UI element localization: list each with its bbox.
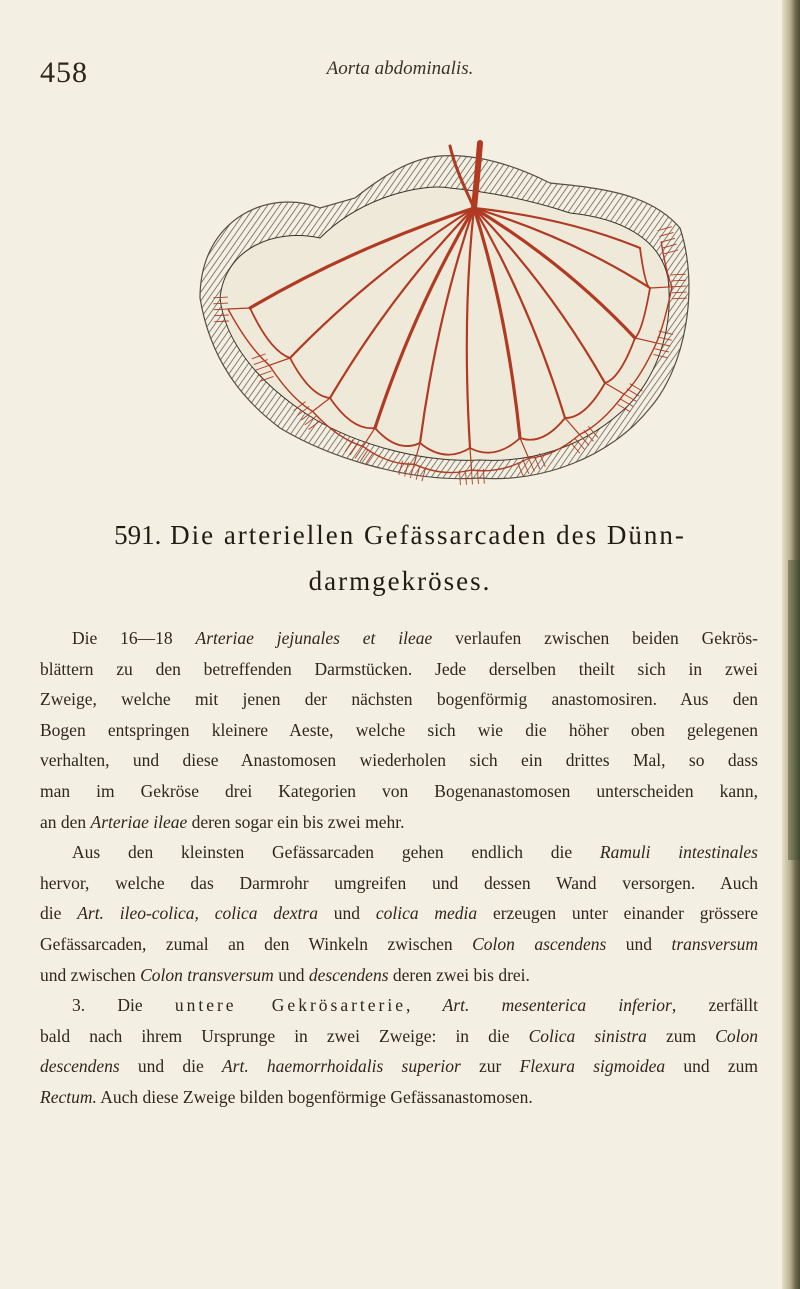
italic-term: Colon	[715, 1025, 758, 1046]
text-run: Die 16—18	[72, 628, 196, 648]
text-line	[40, 960, 758, 991]
text-run: 3. Die	[72, 995, 175, 1016]
caption-title: Die arteriellen Gefässarcaden des Dünn-	[170, 520, 686, 550]
text-run: Auch diese Zweige bilden bogenförmige Gefässanastomosen.	[96, 1086, 533, 1107]
text-line	[40, 807, 758, 838]
text-run: deren sogar ein bis zwei mehr.	[187, 811, 405, 832]
text-run: und	[606, 933, 672, 954]
anatomical-figure	[180, 138, 700, 488]
caption-line-2: darmgekröses.	[308, 566, 492, 596]
text-line	[40, 623, 758, 654]
page-number: 458	[40, 56, 88, 89]
text-run: hervor, welche das Darmrohr umgreifen und dessen Wand versorgen. Auch	[40, 872, 758, 893]
italic-term: Art. haemorrhoidalis superior	[221, 1056, 461, 1077]
text-line	[40, 868, 758, 899]
text-run: Zweige, welche mit jenen der nächsten bogenförmig anastomosiren. Aus den	[40, 689, 758, 710]
italic-term: colica media	[375, 903, 478, 924]
page-edge-shadow-mid	[788, 560, 800, 860]
text-run: und zum	[665, 1056, 758, 1077]
running-head: Aorta abdominalis.	[326, 58, 474, 79]
italic-term: Arteriae jejunales et ileae	[195, 628, 433, 648]
text-line	[40, 776, 758, 807]
text-run: bald nach ihrem Ursprunge in zwei Zweige: in die	[40, 1025, 529, 1046]
paragraph	[40, 623, 758, 837]
text-run: , zerfällt	[671, 995, 759, 1016]
text-run: man im Gekröse drei Kategorien von Bogenanastomosen unterscheiden kann,	[40, 780, 758, 801]
caption-number: 591.	[114, 520, 162, 550]
caption-line-1	[0, 512, 800, 558]
text-run: Bogen entspringen kleinere Aeste, welche sich wie die höher oben gelegenen	[40, 719, 758, 740]
italic-term: Arteriae ileae	[90, 811, 188, 832]
paragraph	[40, 990, 758, 1112]
text-line	[40, 990, 758, 1021]
text-line	[40, 929, 758, 960]
text-run: und	[273, 964, 309, 985]
text-run: an den	[40, 811, 91, 832]
text-line	[40, 654, 758, 685]
text-line	[40, 1051, 758, 1082]
text-run: erzeugen unter einander grössere	[477, 903, 758, 924]
text-line	[40, 715, 758, 746]
text-run: und zwischen	[40, 964, 141, 985]
text-line	[40, 684, 758, 715]
text-line	[40, 745, 758, 776]
text-run: blättern zu den betreffenden Darmstücken. Jede derselben theilt sich in zwei	[40, 658, 758, 679]
text-line	[40, 837, 758, 868]
italic-term: Art. mesenterica inferior	[442, 995, 672, 1016]
text-line	[40, 898, 758, 929]
italic-term: Rectum.	[40, 1086, 97, 1107]
text-run: ,	[406, 995, 443, 1016]
text-line	[40, 1082, 758, 1113]
spaced-term: untere Gekrösarterie	[174, 995, 407, 1016]
text-run: deren zwei bis drei.	[388, 964, 530, 985]
text-run: zur	[460, 1056, 520, 1077]
italic-term: Art. ileo-colica, colica dextra	[77, 903, 318, 924]
italic-term: descendens	[308, 964, 389, 985]
text-run: verhalten, und diese Anastomosen wiederholen sich ein drittes Mal, so dass	[40, 750, 758, 771]
italic-term: Colica sinistra	[528, 1025, 647, 1046]
paragraph	[40, 837, 758, 990]
italic-term: Ramuli intestinales	[599, 842, 758, 863]
text-run: die	[40, 903, 78, 924]
italic-term: descendens	[40, 1056, 120, 1077]
text-run: und	[317, 903, 376, 924]
text-run: und die	[119, 1056, 222, 1077]
text-run: Gefässarcaden, zumal an den Winkeln zwischen	[40, 933, 473, 954]
text-line	[40, 1021, 758, 1052]
text-run: zum	[646, 1025, 716, 1046]
italic-term: transversum	[671, 933, 758, 954]
body-text	[40, 623, 758, 1113]
arterial-arcades-illustration	[180, 138, 700, 488]
figure-caption	[0, 512, 800, 604]
italic-term: Colon transversum	[140, 964, 274, 985]
text-run: Aus den kleinsten Gefässarcaden gehen endlich die	[72, 842, 600, 863]
italic-term: Flexura sigmoidea	[519, 1056, 666, 1077]
italic-term: Colon ascendens	[472, 933, 607, 954]
text-run: verlaufen zwischen beiden Gekrös-	[432, 628, 758, 648]
